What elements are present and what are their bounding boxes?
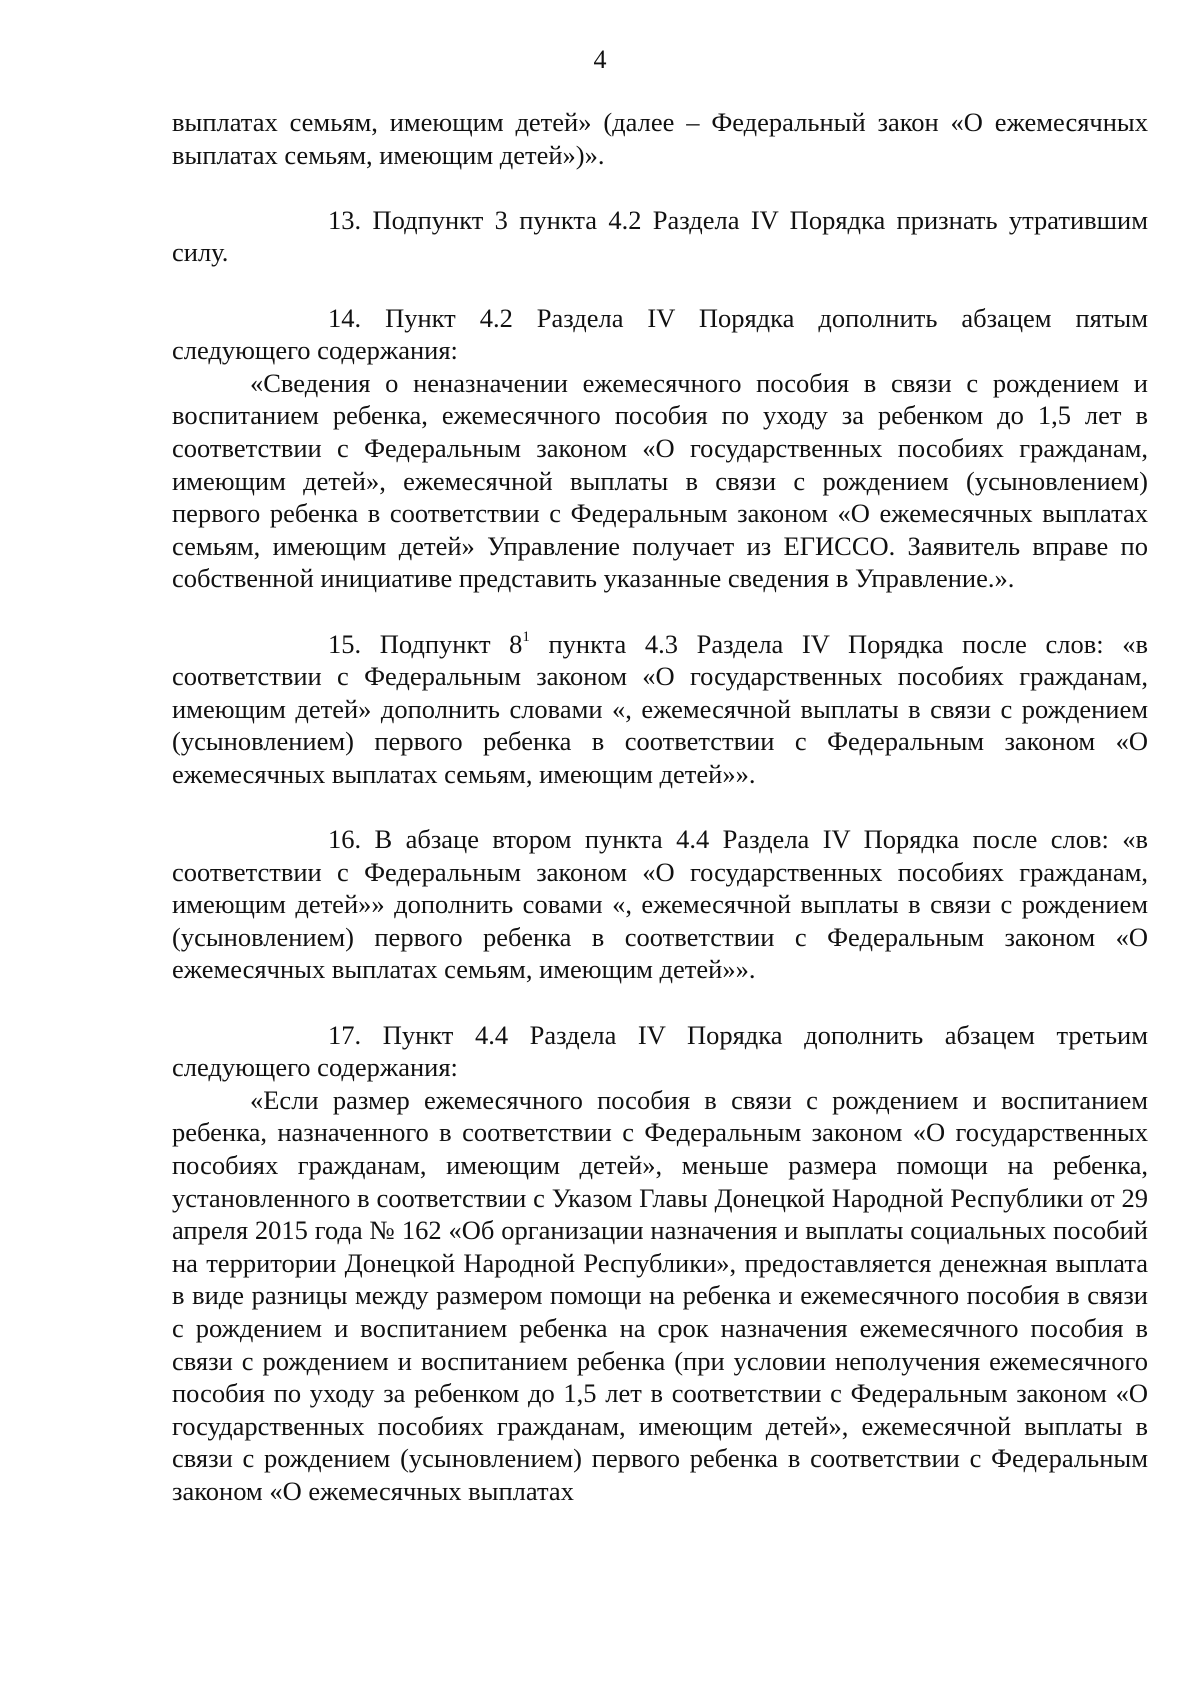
paragraph-14	[172, 302, 1148, 367]
paragraph-number: 15.	[328, 628, 362, 659]
paragraph-text: Пункт 4.2 Раздела IV Порядка дополнить абзацем пятым следующего содержания:	[172, 302, 1148, 366]
superscript: 1	[522, 628, 530, 645]
paragraph-number: 14.	[328, 302, 362, 333]
paragraph-17	[172, 1019, 1148, 1084]
paragraph-text: Подпункт 3 пункта 4.2 Раздела IV Порядка признать утратившим силу.	[172, 204, 1149, 268]
paragraph-text: Пункт 4.4 Раздела IV Порядка дополнить абзацем третьим следующего содержания:	[172, 1019, 1149, 1083]
paragraph-16	[172, 823, 1148, 986]
document-body	[172, 106, 1148, 1508]
paragraph-text: пункта 4.3 Раздела IV Порядка после слов: «в соответствии с Федеральным законом «О государственных пособиях гражданам, имеющим детей» дополнить словами «, ежемесячной выплаты в связи с рождением (усыновлением) первого ребенка в соответствии с Федеральным законом «О ежемесячных выплатах семьям, имеющим детей»».	[172, 628, 1148, 789]
paragraph-lead: Подпункт 8	[379, 628, 523, 659]
paragraph-number: 13.	[328, 204, 362, 235]
paragraph-13	[172, 204, 1148, 269]
quoted-amendment-17: «Если размер ежемесячного пособия в связи с рождением и воспитанием ребенка, назначенного в соответствии с Федеральным законом «О государственных пособиях гражданам, имеющим детей», меньше размера помощи на ребенка, установленного в соответствии с Указом Главы Донецкой Народной Республики от 29 апреля 2015 года № 162 «Об организации назначения и выплаты социальных пособий на территории Донецкой Народной Республики», предоставляется денежная выплата в виде разницы между размером помощи на ребенка и ежемесячного пособия в связи с рождением и воспитанием ребенка на срок назначения ежемесячного пособия в связи с рождением и воспитанием ребенка (при условии неполучения ежемесячного пособия по уходу за ребенком до 1,5 лет в соответствии с Федеральным законом «О государственных пособиях гражданам, имеющим детей», ежемесячной выплаты в связи с рождением (усыновлением) первого ребенка в соответствии с Федеральным законом «О ежемесячных выплатах	[172, 1084, 1148, 1506]
page-number: 4	[593, 45, 607, 74]
paragraph-15	[172, 628, 1148, 791]
paragraph-number: 16.	[328, 824, 362, 855]
paragraph-number: 17.	[328, 1019, 362, 1050]
paragraph-text: В абзаце втором пункта 4.4 Раздела IV Порядка после слов: «в соответствии с Федеральным законом «О государственных пособиях гражданам, имеющим детей»» дополнить совами «, ежемесячной выплаты в связи с рождением (усыновлением) первого ребенка в соответствии с Федеральным законом «О ежемесячных выплатах семьям, имеющим детей»».	[172, 824, 1148, 985]
paragraph-continuation: выплатах семьям, имеющим детей» (далее – Федеральный закон «О ежемесячных выплатах семьям, имеющим детей»)».	[172, 107, 1148, 170]
quoted-amendment-14: «Сведения о неназначении ежемесячного пособия в связи с рождением и воспитанием ребенка, ежемесячного пособия по уходу за ребенком до 1,5 лет в соответствии с Федеральным законом «О государственных пособиях гражданам, имеющим детей», ежемесячной выплаты в связи с рождением (усыновлением) первого ребенка в соответствии с Федеральным законом «О ежемесячных выплатах семьям, имеющим детей» Управление получает из ЕГИССО. Заявитель вправе по собственной инициативе представить указанные сведения в Управление.».	[172, 367, 1148, 594]
